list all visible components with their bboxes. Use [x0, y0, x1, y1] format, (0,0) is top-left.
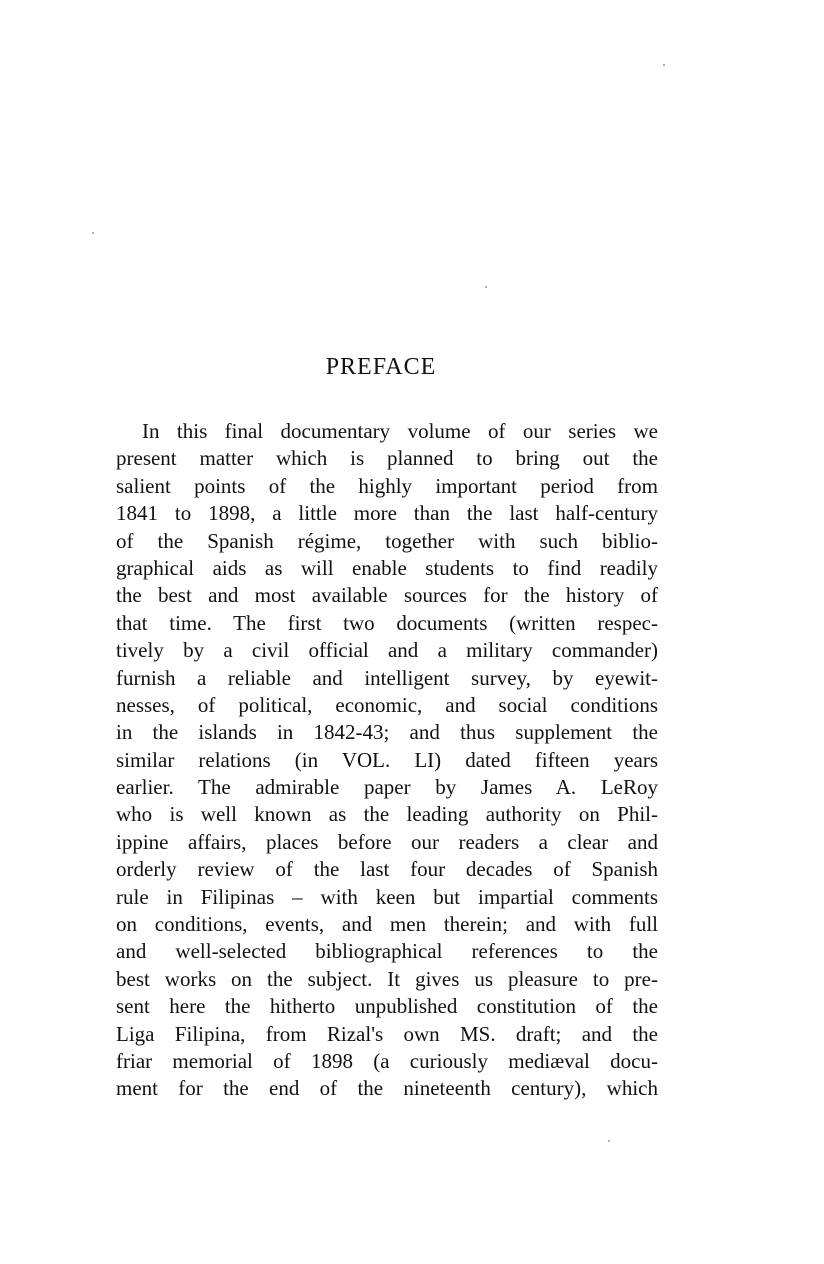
text-line: present matter which is planned to bring out the [116, 446, 658, 471]
scan-speck [608, 1140, 610, 1142]
text-line: the best and most available sources for the history of [116, 583, 658, 608]
text-line: of the Spanish régime, together with such biblio- [116, 528, 658, 553]
text-line: 1841 to 1898, a little more than the last half-century [116, 501, 658, 526]
text-line: furnish a reliable and intelligent survey, by eyewit- [116, 665, 658, 690]
text-line: that time. The first two documents (written respec- [116, 610, 658, 635]
text-line: on conditions, events, and men therein; and with full [116, 912, 658, 937]
page-title: PREFACE [325, 354, 437, 380]
text-line: orderly review of the last four decades of Spanish [116, 857, 658, 882]
text-line: best works on the subject. It gives us pleasure to pre- [116, 966, 658, 991]
scan-speck [663, 64, 665, 66]
text-line: ippine affairs, places before our readers a clear and [116, 829, 658, 854]
text-line: similar relations (in VOL. LI) dated fifteen years [116, 747, 658, 772]
scan-speck [92, 232, 94, 234]
text-line: Liga Filipina, from Rizal's own MS. draft; and the [116, 1021, 658, 1046]
text-line: tively by a civil official and a military commander) [116, 638, 658, 663]
text-line: and well-selected bibliographical references to the [116, 939, 658, 964]
text-line: sent here the hitherto unpublished constitution of the [116, 994, 658, 1019]
text-line: nesses, of political, economic, and social conditions [116, 692, 658, 717]
scan-speck [485, 286, 487, 288]
text-line: In this final documentary volume of our series we [142, 419, 658, 443]
text-line: ment for the end of the nineteenth century), which [116, 1076, 658, 1101]
text-line: salient points of the highly important period from [116, 473, 658, 498]
text-line: rule in Filipinas – with keen but impartial comments [116, 884, 658, 909]
preface-body [116, 418, 658, 1103]
text-line: who is well known as the leading authority on Phil- [116, 802, 658, 827]
text-line: earlier. The admirable paper by James A. LeRoy [116, 775, 658, 800]
text-line: friar memorial of 1898 (a curiously mediæval docu- [116, 1048, 658, 1073]
text-line: graphical aids as will enable students to find readily [116, 555, 658, 580]
text-line: in the islands in 1842-43; and thus supplement the [116, 720, 658, 745]
